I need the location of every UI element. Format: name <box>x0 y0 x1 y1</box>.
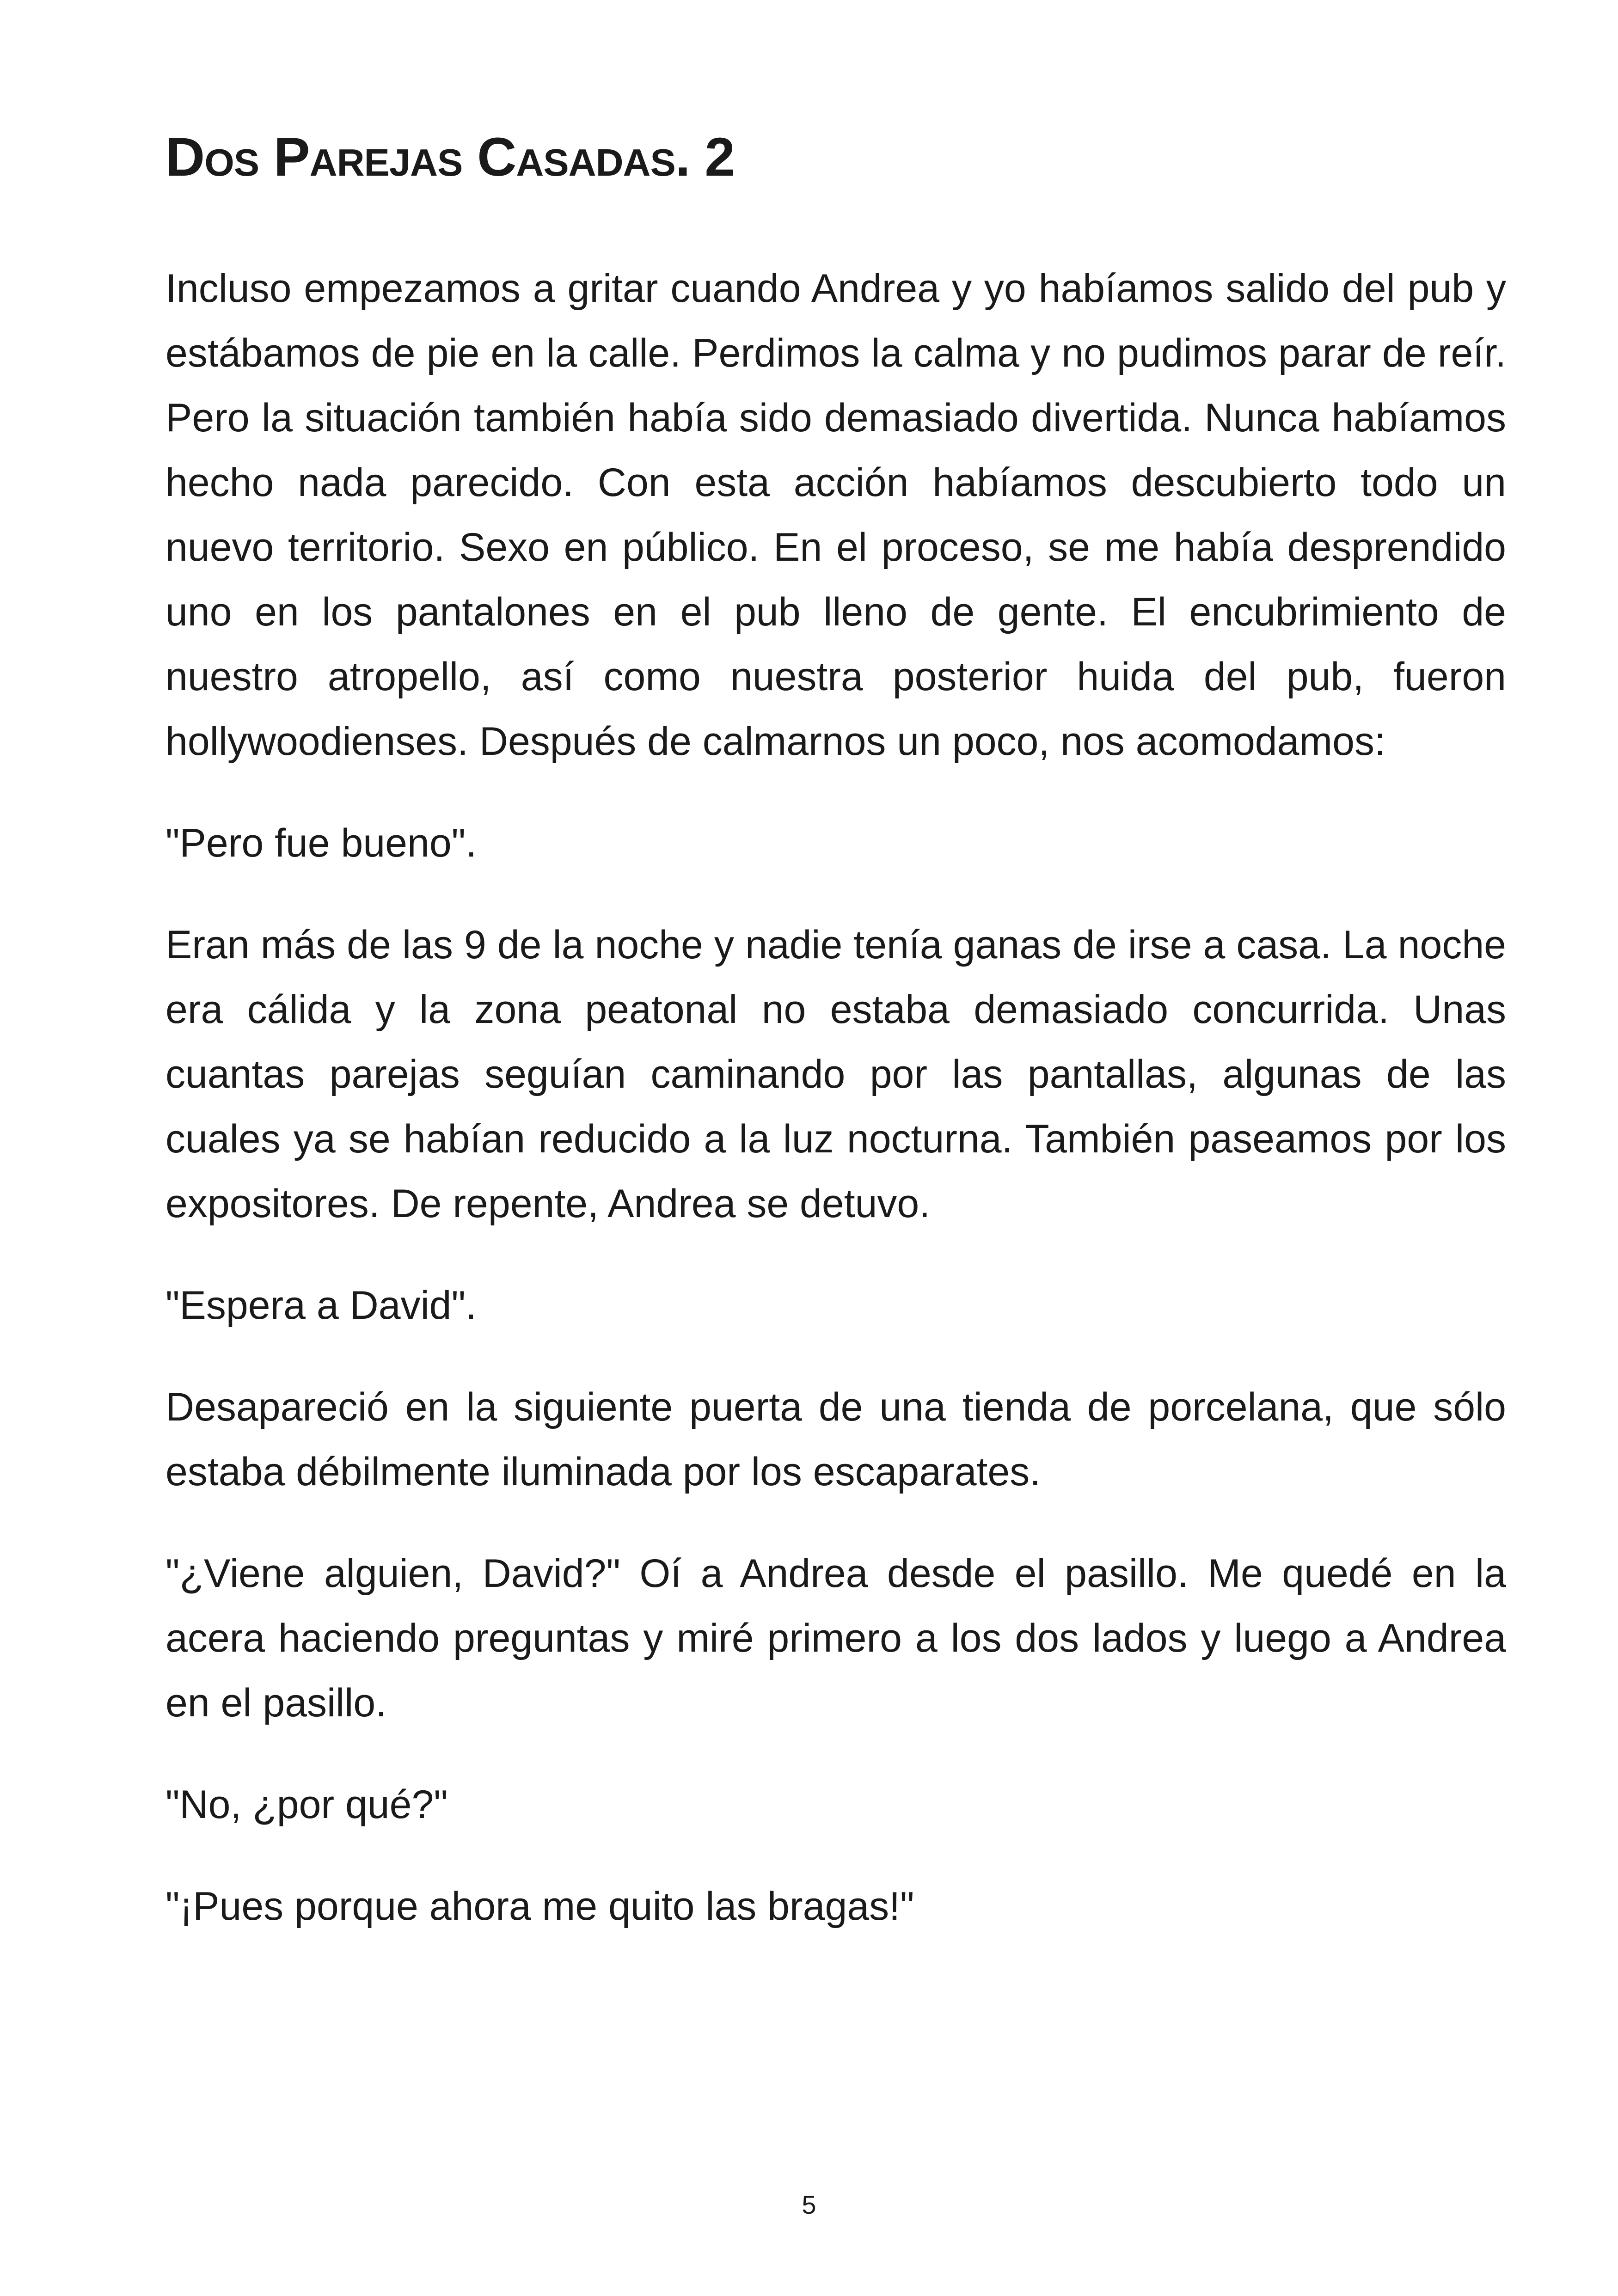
paragraph-porcelain-shop: Desapareció en la siguiente puerta de una tienda de porcelana, que sólo estaba débilmente iluminada por los escaparates. <box>165 1385 1506 1494</box>
paragraph-opening: Incluso empezamos a gritar cuando Andrea y yo habíamos salido del pub y estábamos de pie en la calle. Perdimos la calma y no pudimos parar de reír. Pero la situación también había sido demasiado divertida. Nunca habíamos hecho nada parecido. Con esta acción habíamos descubierto todo un nuevo territorio. Sexo en público. En el proceso, se me había desprendido uno en los pantalones en el pub lleno de gente. El encubrimiento de nuestro atropello, así como nuestra posterior huida del pub, fueron hollywoodienses. Después de calmarnos un poco, nos acomodamos: <box>165 266 1506 764</box>
paragraph-viene-alguien: "¿Viene alguien, David?" Oí a Andrea desde el pasillo. Me quedé en la acera haciendo preguntas y miré primero a los dos lados y luego a Andrea en el pasillo. <box>165 1551 1506 1725</box>
dialogue-espera-a-david: "Espera a David". <box>165 1283 477 1328</box>
page-content <box>165 116 1506 1939</box>
chapter-title: Dos Parejas Casadas. 2 <box>165 127 735 188</box>
dialogue-bragas: "¡Pues porque ahora me quito las bragas!" <box>165 1884 914 1929</box>
paragraph-night-walk: Eran más de las 9 de la noche y nadie tenía ganas de irse a casa. La noche era cálida y la zona peatonal no estaba demasiado concurrida. Unas cuantas parejas seguían caminando por las pantallas, algunas de las cuales ya se habían reducido a la luz nocturna. También paseamos por los expositores. De repente, Andrea se detuvo. <box>165 923 1506 1226</box>
dialogue-por-que: "No, ¿por qué?" <box>165 1782 448 1827</box>
page-number: 5 <box>802 2190 816 2219</box>
dialogue-pero-fue-bueno: "Pero fue bueno". <box>165 821 477 865</box>
